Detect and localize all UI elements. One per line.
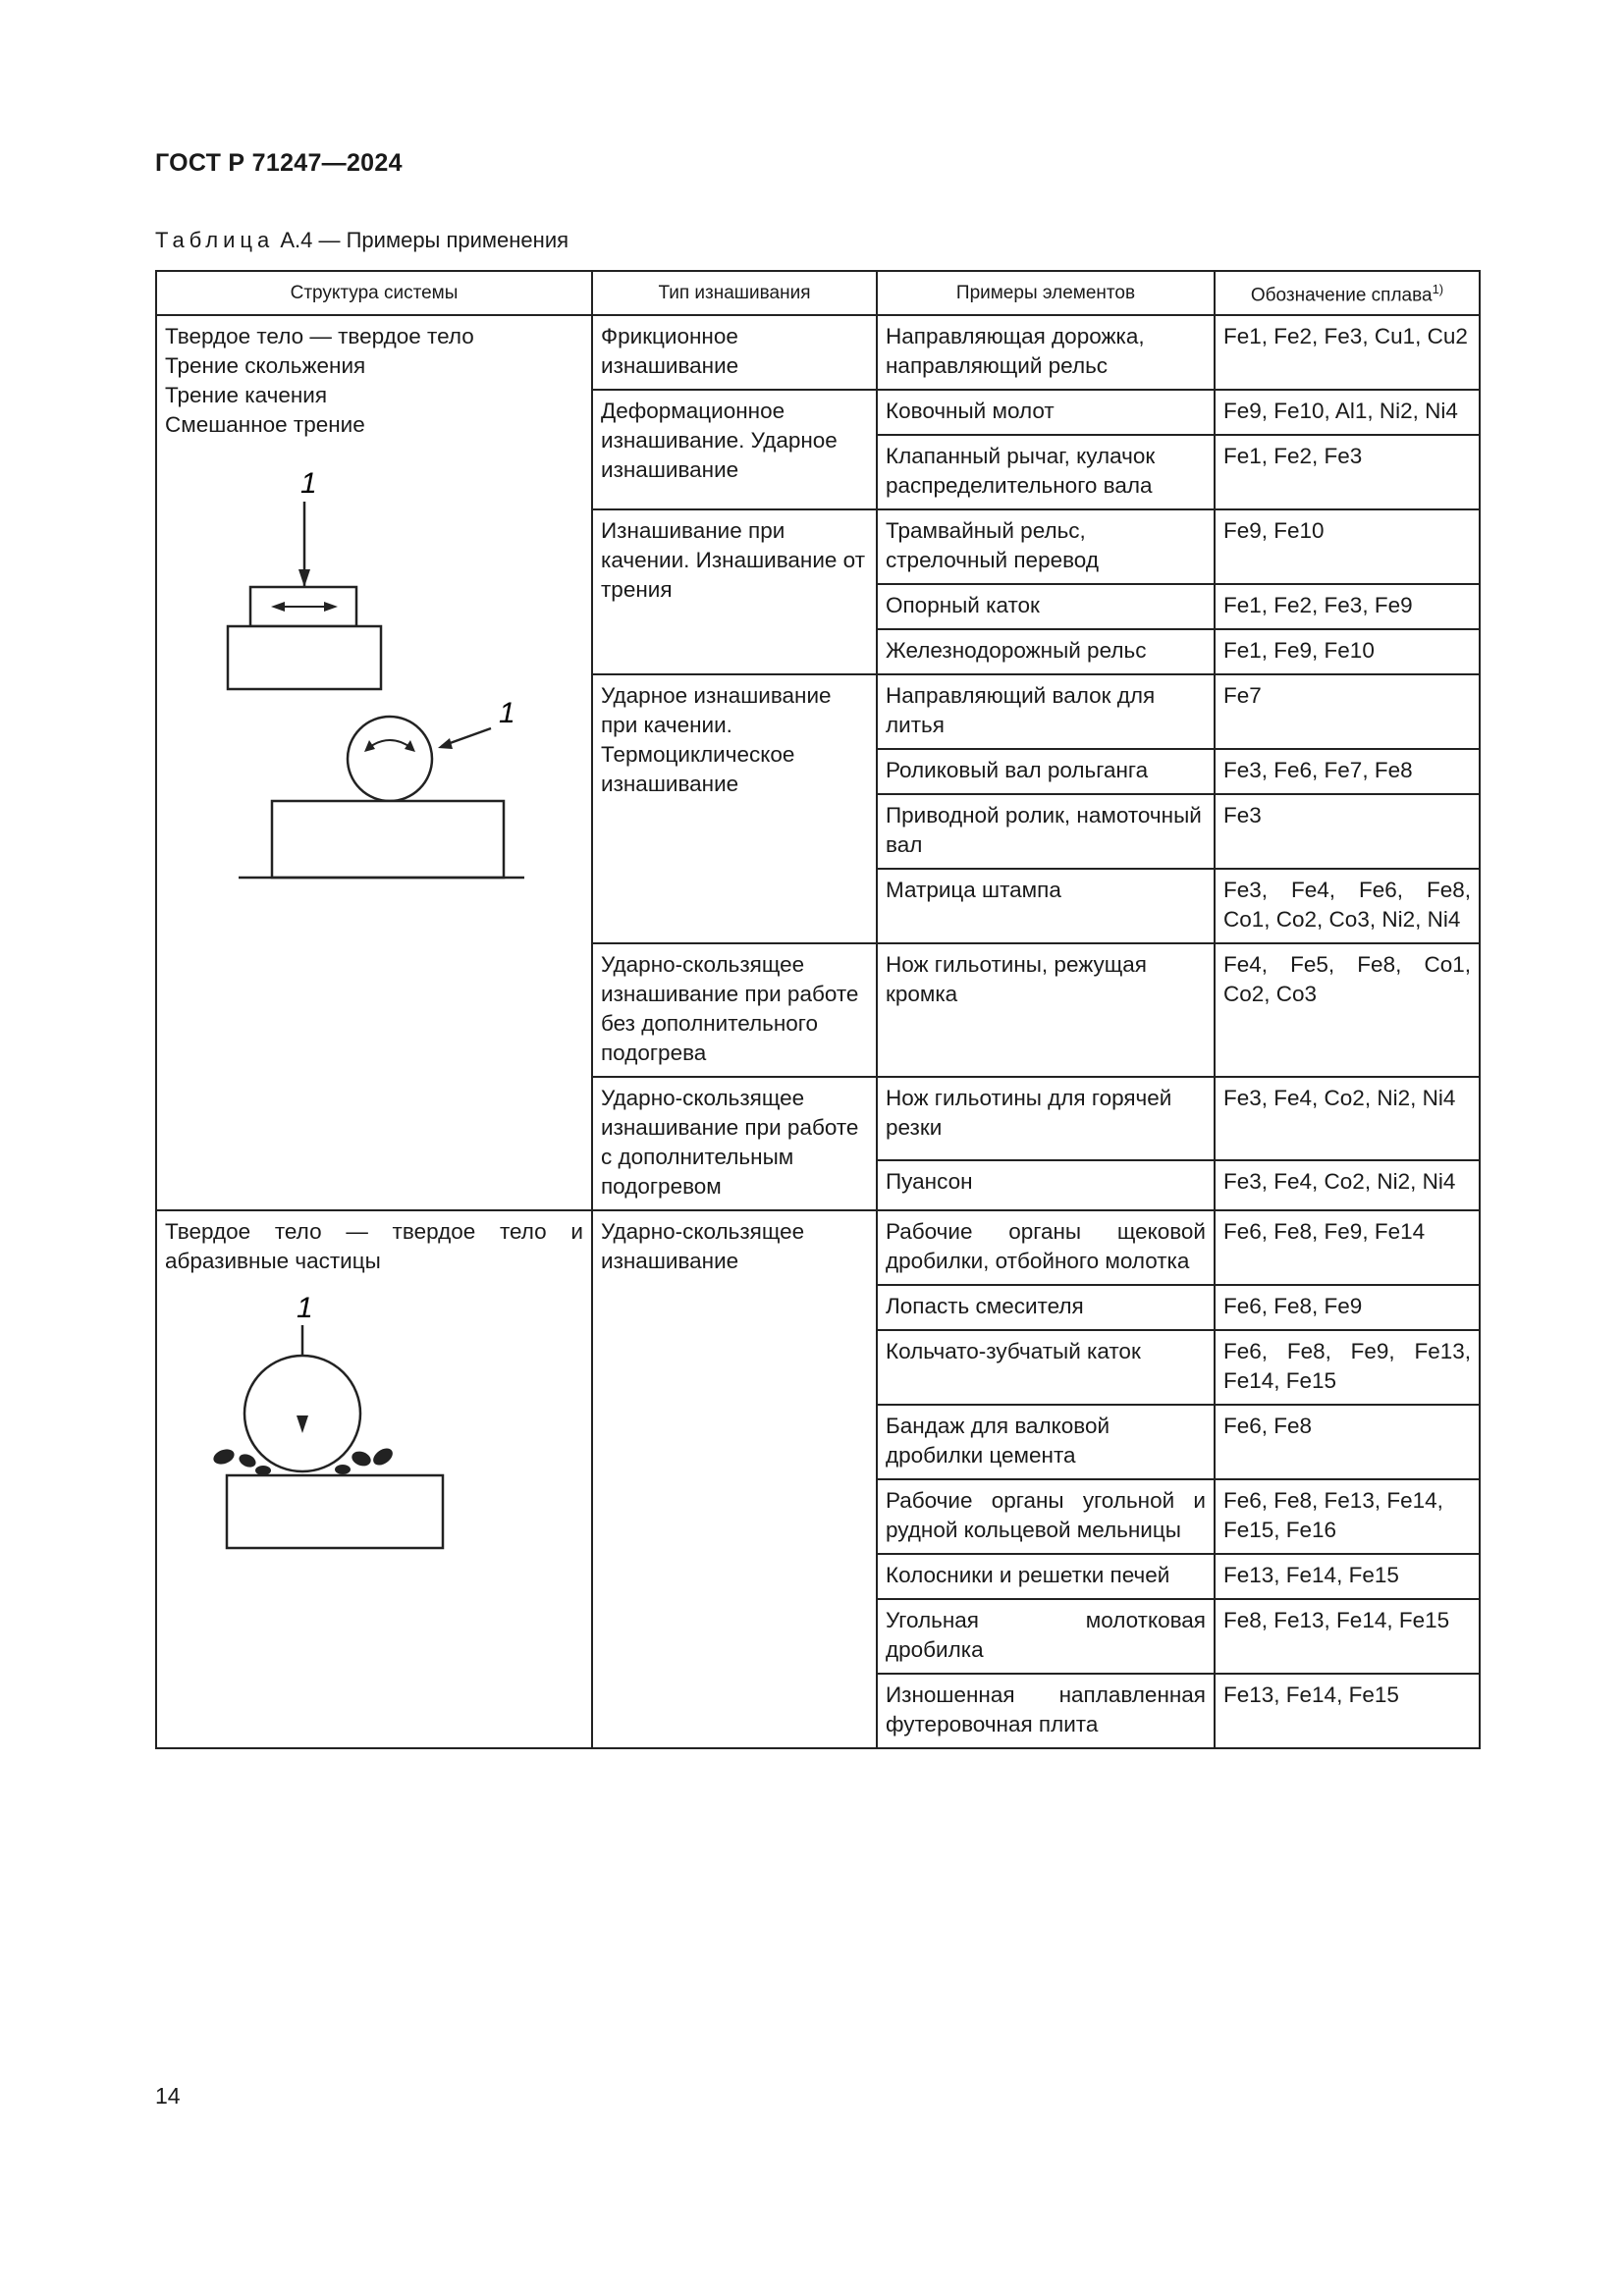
lower-body	[228, 626, 381, 689]
example-cell: Ковочный молот	[877, 390, 1215, 435]
alloy-cell: Fe6, Fe8, Fe9	[1215, 1285, 1480, 1330]
example-cell: Рабочие органы щековой дробилки, отбойного молотка	[877, 1210, 1215, 1285]
support-block	[227, 1475, 443, 1548]
example-cell: Клапанный рычаг, кулачок распределительного вала	[877, 435, 1215, 509]
column-header-alloy	[1215, 271, 1480, 315]
alloy-cell: Fe13, Fe14, Fe15	[1215, 1554, 1480, 1599]
alloy-cell: Fe6, Fe8, Fe9, Fe14	[1215, 1210, 1480, 1285]
wear-type-cell: Изнашивание при качении. Изнашивание от трения	[592, 509, 877, 674]
example-cell: Роликовый вал рольганга	[877, 749, 1215, 794]
example-cell: Нож гильотины для горячей резки	[877, 1077, 1215, 1160]
column-header-wear-type: Тип изнашивания	[592, 271, 877, 315]
example-cell: Опорный каток	[877, 584, 1215, 629]
alloy-cell: Fe3, Fe4, Co2, Ni2, Ni4	[1215, 1077, 1480, 1160]
example-cell: Кольчато-зубчатый каток	[877, 1330, 1215, 1405]
example-cell: Трамвайный рельс, стрелочный перевод	[877, 509, 1215, 584]
example-cell: Угольная молотковая дробилка	[877, 1599, 1215, 1674]
figure-label-1c: 1	[297, 1292, 313, 1324]
alloy-cell: Fe4, Fe5, Fe8, Co1, Co2, Co3	[1215, 943, 1480, 1077]
example-cell: Нож гильотины, режущая кромка	[877, 943, 1215, 1077]
alloy-cell: Fe3, Fe4, Fe6, Fe8, Co1, Co2, Co3, Ni2, Ni4	[1215, 869, 1480, 943]
example-cell: Железнодорожный рельс	[877, 629, 1215, 674]
example-cell: Направляющий валок для литья	[877, 674, 1215, 749]
table-row	[156, 315, 1480, 390]
column-header-examples: Примеры элементов	[877, 271, 1215, 315]
alloy-cell: Fe6, Fe8, Fe13, Fe14, Fe15, Fe16	[1215, 1479, 1480, 1554]
example-cell: Рабочие органы угольной и рудной кольцевой мельницы	[877, 1479, 1215, 1554]
alloy-cell: Fe9, Fe10	[1215, 509, 1480, 584]
column-header-structure: Структура системы	[156, 271, 592, 315]
abrasive-wear-diagram	[165, 1284, 577, 1578]
rolling-ball	[348, 717, 432, 801]
alloy-cell: Fe1, Fe2, Fe3	[1215, 435, 1480, 509]
alloy-cell: Fe1, Fe2, Fe3, Cu1, Cu2	[1215, 315, 1480, 390]
alloy-cell: Fe1, Fe2, Fe3, Fe9	[1215, 584, 1480, 629]
abrasive-particle	[237, 1452, 257, 1469]
table-caption-text: А.4 — Примеры применения	[274, 228, 569, 252]
example-cell: Приводной ролик, намоточный вал	[877, 794, 1215, 869]
sliding-friction-diagram	[165, 448, 577, 958]
table-header-row	[156, 271, 1480, 315]
example-cell: Изношенная наплавленная футеровочная плита	[877, 1674, 1215, 1748]
alloy-cell: Fe3, Fe4, Co2, Ni2, Ni4	[1215, 1160, 1480, 1210]
example-cell: Матрица штампа	[877, 869, 1215, 943]
figure-label-1: 1	[300, 467, 317, 500]
abrasive-particle	[255, 1466, 271, 1475]
structure-line: Трение качения	[165, 383, 328, 407]
pointer-arrow-head	[438, 738, 453, 749]
example-cell: Пуансон	[877, 1160, 1215, 1210]
example-cell: Направляющая дорожка, направляющий рельс	[877, 315, 1215, 390]
table-row	[156, 1210, 1480, 1285]
wear-type-cell: Деформационное изнашивание. Ударное изнашивание	[592, 390, 877, 509]
structure-line: Твердое тело — твердое тело и абразивные частицы	[165, 1219, 583, 1273]
wear-type-cell: Ударно-скользящее изнашивание при работе с дополнительным подогревом	[592, 1077, 877, 1210]
alloy-cell: Fe3, Fe6, Fe7, Fe8	[1215, 749, 1480, 794]
alloy-cell: Fe3	[1215, 794, 1480, 869]
wear-type-cell: Ударно-скользящее изнашивание	[592, 1210, 877, 1748]
document-header: ГОСТ Р 71247—2024	[155, 149, 403, 177]
table-caption	[155, 228, 568, 253]
abrasive-particle	[370, 1445, 396, 1468]
abrasive-particle	[350, 1449, 373, 1468]
example-cell: Бандаж для валковой дробилки цемента	[877, 1405, 1215, 1479]
table-caption-word: Таблица	[155, 228, 275, 252]
alloy-cell: Fe13, Fe14, Fe15	[1215, 1674, 1480, 1748]
structure-line: Трение скольжения	[165, 353, 366, 378]
alloy-cell: Fe8, Fe13, Fe14, Fe15	[1215, 1599, 1480, 1674]
alloy-cell: Fe6, Fe8	[1215, 1405, 1480, 1479]
abrasive-particle	[211, 1447, 236, 1468]
applications-table	[155, 270, 1481, 1749]
abrasive-particle	[335, 1465, 351, 1474]
structure-cell-1	[156, 315, 592, 1210]
alloy-cell: Fe9, Fe10, Al1, Ni2, Ni4	[1215, 390, 1480, 435]
structure-line: Твердое тело — твердое тело	[165, 324, 474, 348]
footnote-marker: 1)	[1432, 282, 1444, 297]
support-block	[272, 801, 504, 878]
structure-line: Смешанное трение	[165, 412, 365, 437]
alloy-cell: Fe7	[1215, 674, 1480, 749]
wear-type-cell: Ударно-скользящее изнашивание при работе без дополнительного подогрева	[592, 943, 877, 1077]
load-arrow-head	[298, 569, 310, 587]
pressing-ball	[244, 1356, 360, 1471]
column-header-alloy-label: Обозначение сплава	[1250, 285, 1433, 306]
example-cell: Лопасть смесителя	[877, 1285, 1215, 1330]
alloy-cell: Fe6, Fe8, Fe9, Fe13, Fe14, Fe15	[1215, 1330, 1480, 1405]
example-cell: Колосники и решетки печей	[877, 1554, 1215, 1599]
figure-label-1b: 1	[499, 697, 515, 729]
alloy-cell: Fe1, Fe9, Fe10	[1215, 629, 1480, 674]
wear-type-cell: Фрикционное изнашивание	[592, 315, 877, 390]
structure-cell-2	[156, 1210, 592, 1748]
wear-type-cell: Ударное изнашивание при качении. Термоциклическое изнашивание	[592, 674, 877, 943]
page-number: 14	[155, 2083, 181, 2109]
